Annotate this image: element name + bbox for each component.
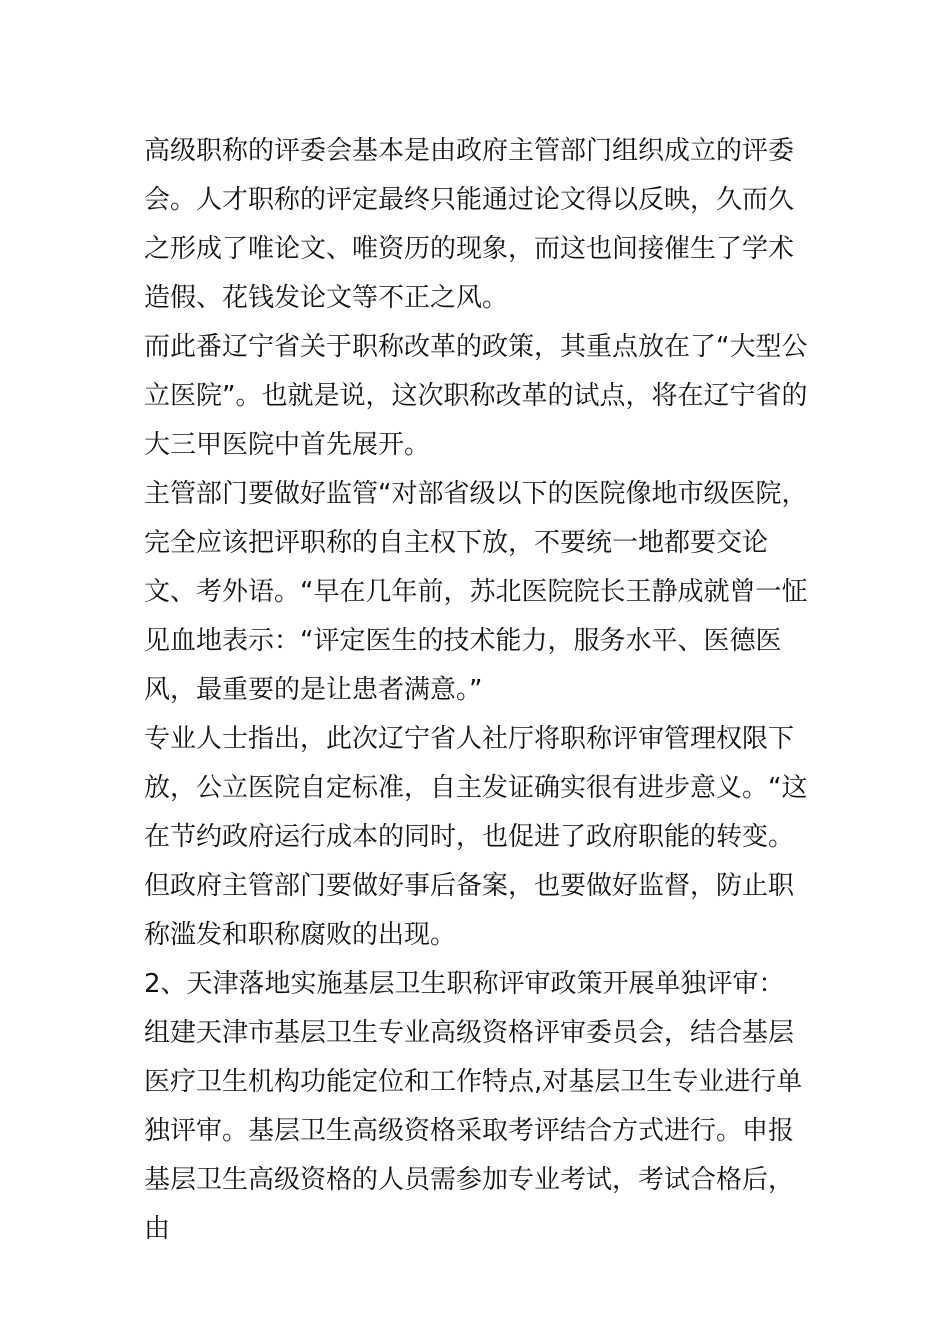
paragraph-3: 主管部门要做好监管“对部省级以下的医院像地市级医院，完全应该把评职称的自主权下放，不要统一地都要交论文、考外语。“早在几年前，苏北医院院长王静成就曾一怔见血地表示：“评定医生的技术能力，服务水平、医德医风，最重要的是让患者满意。” xyxy=(144,479,808,705)
paragraph-2: 而此番辽宁省关于职称改革的政策，其重点放在了“大型公立医院”。也就是说，这次职称改革的试点，将在辽宁省的大三甲医院中首先展开。 xyxy=(144,332,808,460)
paragraph-1: 高级职称的评委会基本是由政府主管部门组织成立的评委会。人才职称的评定最终只能通过论文得以反映，久而久之形成了唯论文、唯资历的现象，而这也间接催生了学术造假、花钱发论文等不正之风。 xyxy=(144,136,795,313)
paragraph-4: 专业人士指出，此次辽宁省人社厅将职称评审管理权限下放，公立医院自定标准，自主发证确实很有进步意义。“这在节约政府运行成本的同时，也促进了政府职能的转变。但政府主管部门要做好事后备案，也要做好监督，防止职称滥发和职称腐败的出现。 xyxy=(144,724,808,950)
paragraph-5: 2、天津落地实施基层卫生职称评审政策开展单独评审：组建天津市基层卫生专业高级资格评审委员会，结合基层医疗卫生机构功能定位和工作特点,对基层卫生专业进行单独评审。基层卫生高级资格采取考评结合方式进行。申报基层卫生高级资格的人员需参加专业考试，考试合格后，由 xyxy=(144,969,803,1244)
document-body xyxy=(144,127,809,1254)
